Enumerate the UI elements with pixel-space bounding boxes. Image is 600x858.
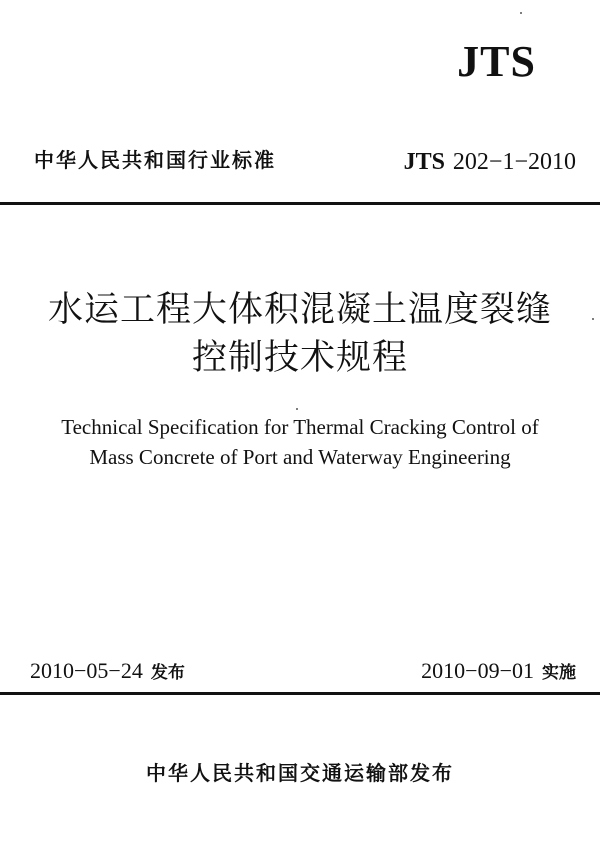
standard-code [404,150,576,174]
english-title-line-1: Technical Specification for Thermal Cracking Control of [61,415,539,439]
bottom-divider [0,692,600,695]
effective-date [421,660,576,682]
chinese-title-line-2: 控制技术规程 [191,338,408,378]
corner-code: JTS [457,37,536,86]
top-divider [0,202,600,205]
issue-date [30,660,185,682]
issue-date-value: 2010−05−24 [30,658,143,683]
scan-speck [592,318,594,320]
industry-standard-label: 中华人民共和国行业标准 [34,148,276,172]
effective-date-value: 2010−09−01 [421,658,534,683]
chinese-title-line-1: 水运工程大体积混凝土温度裂缝 [47,290,552,330]
publisher-line: 中华人民共和国交通运输部发布 [146,761,454,785]
english-title [0,412,600,472]
standard-number: 202−1−2010 [452,149,576,175]
english-title-line-2: Mass Concrete of Port and Waterway Engineering [89,445,511,469]
effective-label: 实施 [542,663,576,683]
issue-label: 发布 [150,663,185,683]
scan-speck [520,12,522,14]
chinese-title [0,286,600,382]
standard-prefix: JTS [403,149,445,175]
scan-speck [296,408,298,410]
